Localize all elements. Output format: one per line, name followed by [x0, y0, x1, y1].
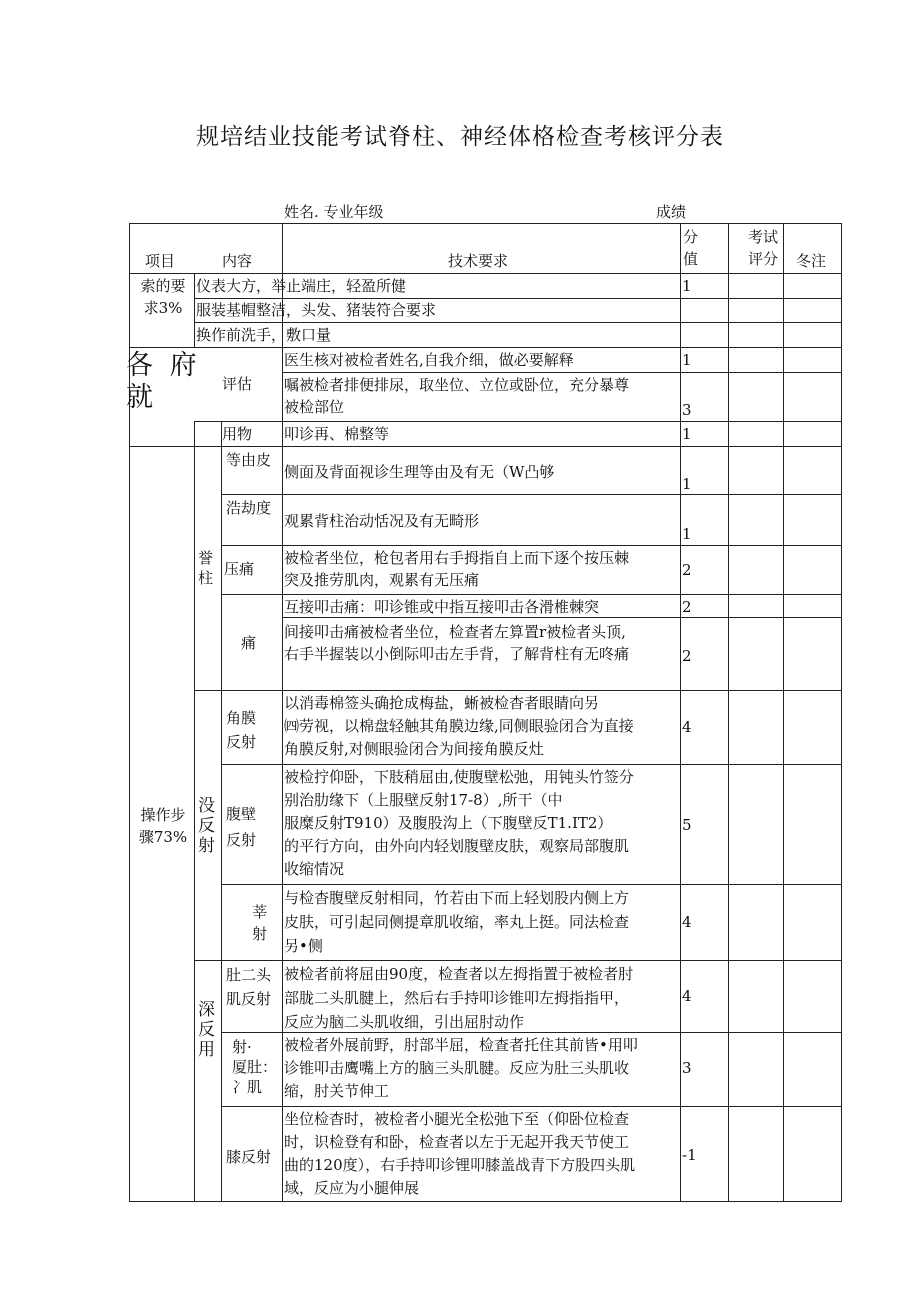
score-label: 成绩 [656, 203, 687, 221]
spine-group-label: 誉 柱 [198, 549, 214, 587]
row-score: 1 [682, 525, 692, 543]
tools-label: 用物 [222, 425, 253, 443]
row-score: 4 [682, 913, 692, 931]
item-name: 浩劫度 [226, 499, 272, 517]
row-score: 3 [682, 401, 692, 419]
row-score: -1 [682, 1146, 697, 1164]
section-operation-label: 操作步 骤73% [138, 806, 188, 846]
row-requirement: 医生核对被检者姓名,自我介细，做必要解释 [284, 351, 574, 369]
row-score: 2 [682, 598, 692, 616]
row-requirement: 互接叩击痛：叩诊锥或中指互接叩击各滑椎棘突 [284, 598, 600, 616]
row-requirement: 间接叩击痛被检者坐位，检查者左算置r被检者头顶, 右手半握装以小倒际叩击左手背，了解背柱有无咚痛 [284, 623, 630, 663]
row-score: 2 [682, 647, 692, 665]
item-name: 腹壁 反射 [226, 805, 257, 849]
row-requirement: 坐位检杳时，被检者小腿光全松弛下至（仰卧位检查 时，识检登有和卧，检查者以左于无起开我天节使工 曲的120度），右手持叩诊锂叩膝盖战青下方股四头肌 域，反应为小腿伸展 [284, 1110, 636, 1197]
row-requirement: 被检者外展前野，肘部半屈，检查者托住其前皆•用叩 诊锥叩击鹰嘴上方的脑三头肌腱。反应为肚三头肌收 缩，肘关节伸工 [284, 1036, 638, 1100]
row-score: 1 [682, 351, 692, 369]
header-exam-score: 考试 评分 [748, 228, 779, 268]
row-requirement: 仪表大方，举止端庄，轻盈所健 [196, 277, 407, 295]
header-score: 分 值 [683, 228, 699, 268]
item-name: 肚二头 肌反射 [226, 966, 272, 1008]
item-name: 痛 [241, 634, 257, 652]
item-name: 等由皮 [226, 451, 272, 469]
header-content: 内容 [222, 252, 253, 270]
row-score: 1 [682, 277, 692, 295]
row-score: 1 [682, 425, 692, 443]
row-requirement: 嘱被检者排便排尿，取坐位、立位或卧位，充分暴尊 被检部位 [284, 376, 630, 416]
section-preparation-label: 各 府 就 [126, 350, 201, 413]
row-score: 4 [682, 987, 692, 1005]
row-requirement: 被检者前将屈由90度，检查者以左拇指置于被检者肘 部胧二头肌腱上，然后右手持叩诊锥叩左拇指指甲， 反应为脑二头肌收细，引出屈肘动作 [284, 965, 634, 1031]
item-name: 压痛 [224, 560, 255, 578]
row-score: 2 [682, 561, 692, 579]
row-requirement: 叩诊再、棉整等 [284, 425, 390, 443]
page-title: 规培结业技能考试脊柱、神经体格检查考核评分表 [196, 124, 724, 150]
row-requirement: 换作前洗手，敷口量 [196, 326, 332, 344]
row-score: 5 [682, 816, 692, 834]
row-requirement: 观累背柱治动恬况及有无畸形 [284, 512, 480, 530]
item-name: 角膜 反射 [226, 709, 257, 751]
row-requirement: 侧面及背面视诊生理等由及有无（W凸够 [284, 463, 555, 481]
item-name: 莘 射 [252, 903, 268, 943]
row-requirement: 与检杳腹壁反射相同，竹若由下而上轻划股内侧上方 皮肤，可引起同侧提章肌收缩，率丸上挺。同法检查 另•侧 [284, 889, 630, 955]
row-requirement: 被检拧仰卧，下肢稍屈由,使腹壁松弛，用钝头竹签分 别治肋缘下（上服壁反射17-8）,所干（中 服糜反射T910）及腹股沟上（下腹壁反T1.IT2） 的平行方向，由外向内轻划腹壁皮肤，观察局部腹肌 收缩情况 [284, 768, 634, 878]
name-grade-label: 姓名. 专业年级 [284, 203, 384, 221]
row-requirement: 以消毒棉签头确抢成梅盐，蜥被检杳者眼睛向另 ㈣劳视，以棉盘轻触其角膜边缘,同侧眼验闭合为直接 角膜反射,对侧眼验闭合为间接角膜反灶 [284, 694, 634, 758]
deep-reflex-group-label: 深 反 用 [198, 1000, 215, 1060]
row-requirement: 被检者坐位，枪包者用右手拇指自上而下逐个按压棘 突及推劳肌肉，观累有无压痛 [284, 549, 630, 589]
item-name: 射· 厦肚： 冫肌 [232, 1038, 278, 1096]
item-name: 膝反射 [226, 1148, 272, 1166]
row-score: 3 [682, 1059, 692, 1077]
header-requirement: 技术要求 [448, 252, 509, 270]
row-score: 4 [682, 718, 692, 736]
header-remark: 冬注 [796, 252, 827, 270]
row-requirement: 服装基帽整洁，头发、猪装符合要求 [196, 301, 437, 319]
header-item: 项目 [145, 252, 176, 270]
shallow-reflex-group-label: 没 反 射 [198, 796, 215, 856]
row-score: 1 [682, 475, 692, 493]
section-basic-label: 索的要 求3% [140, 277, 186, 317]
evaluate-label: 评估 [222, 375, 253, 393]
